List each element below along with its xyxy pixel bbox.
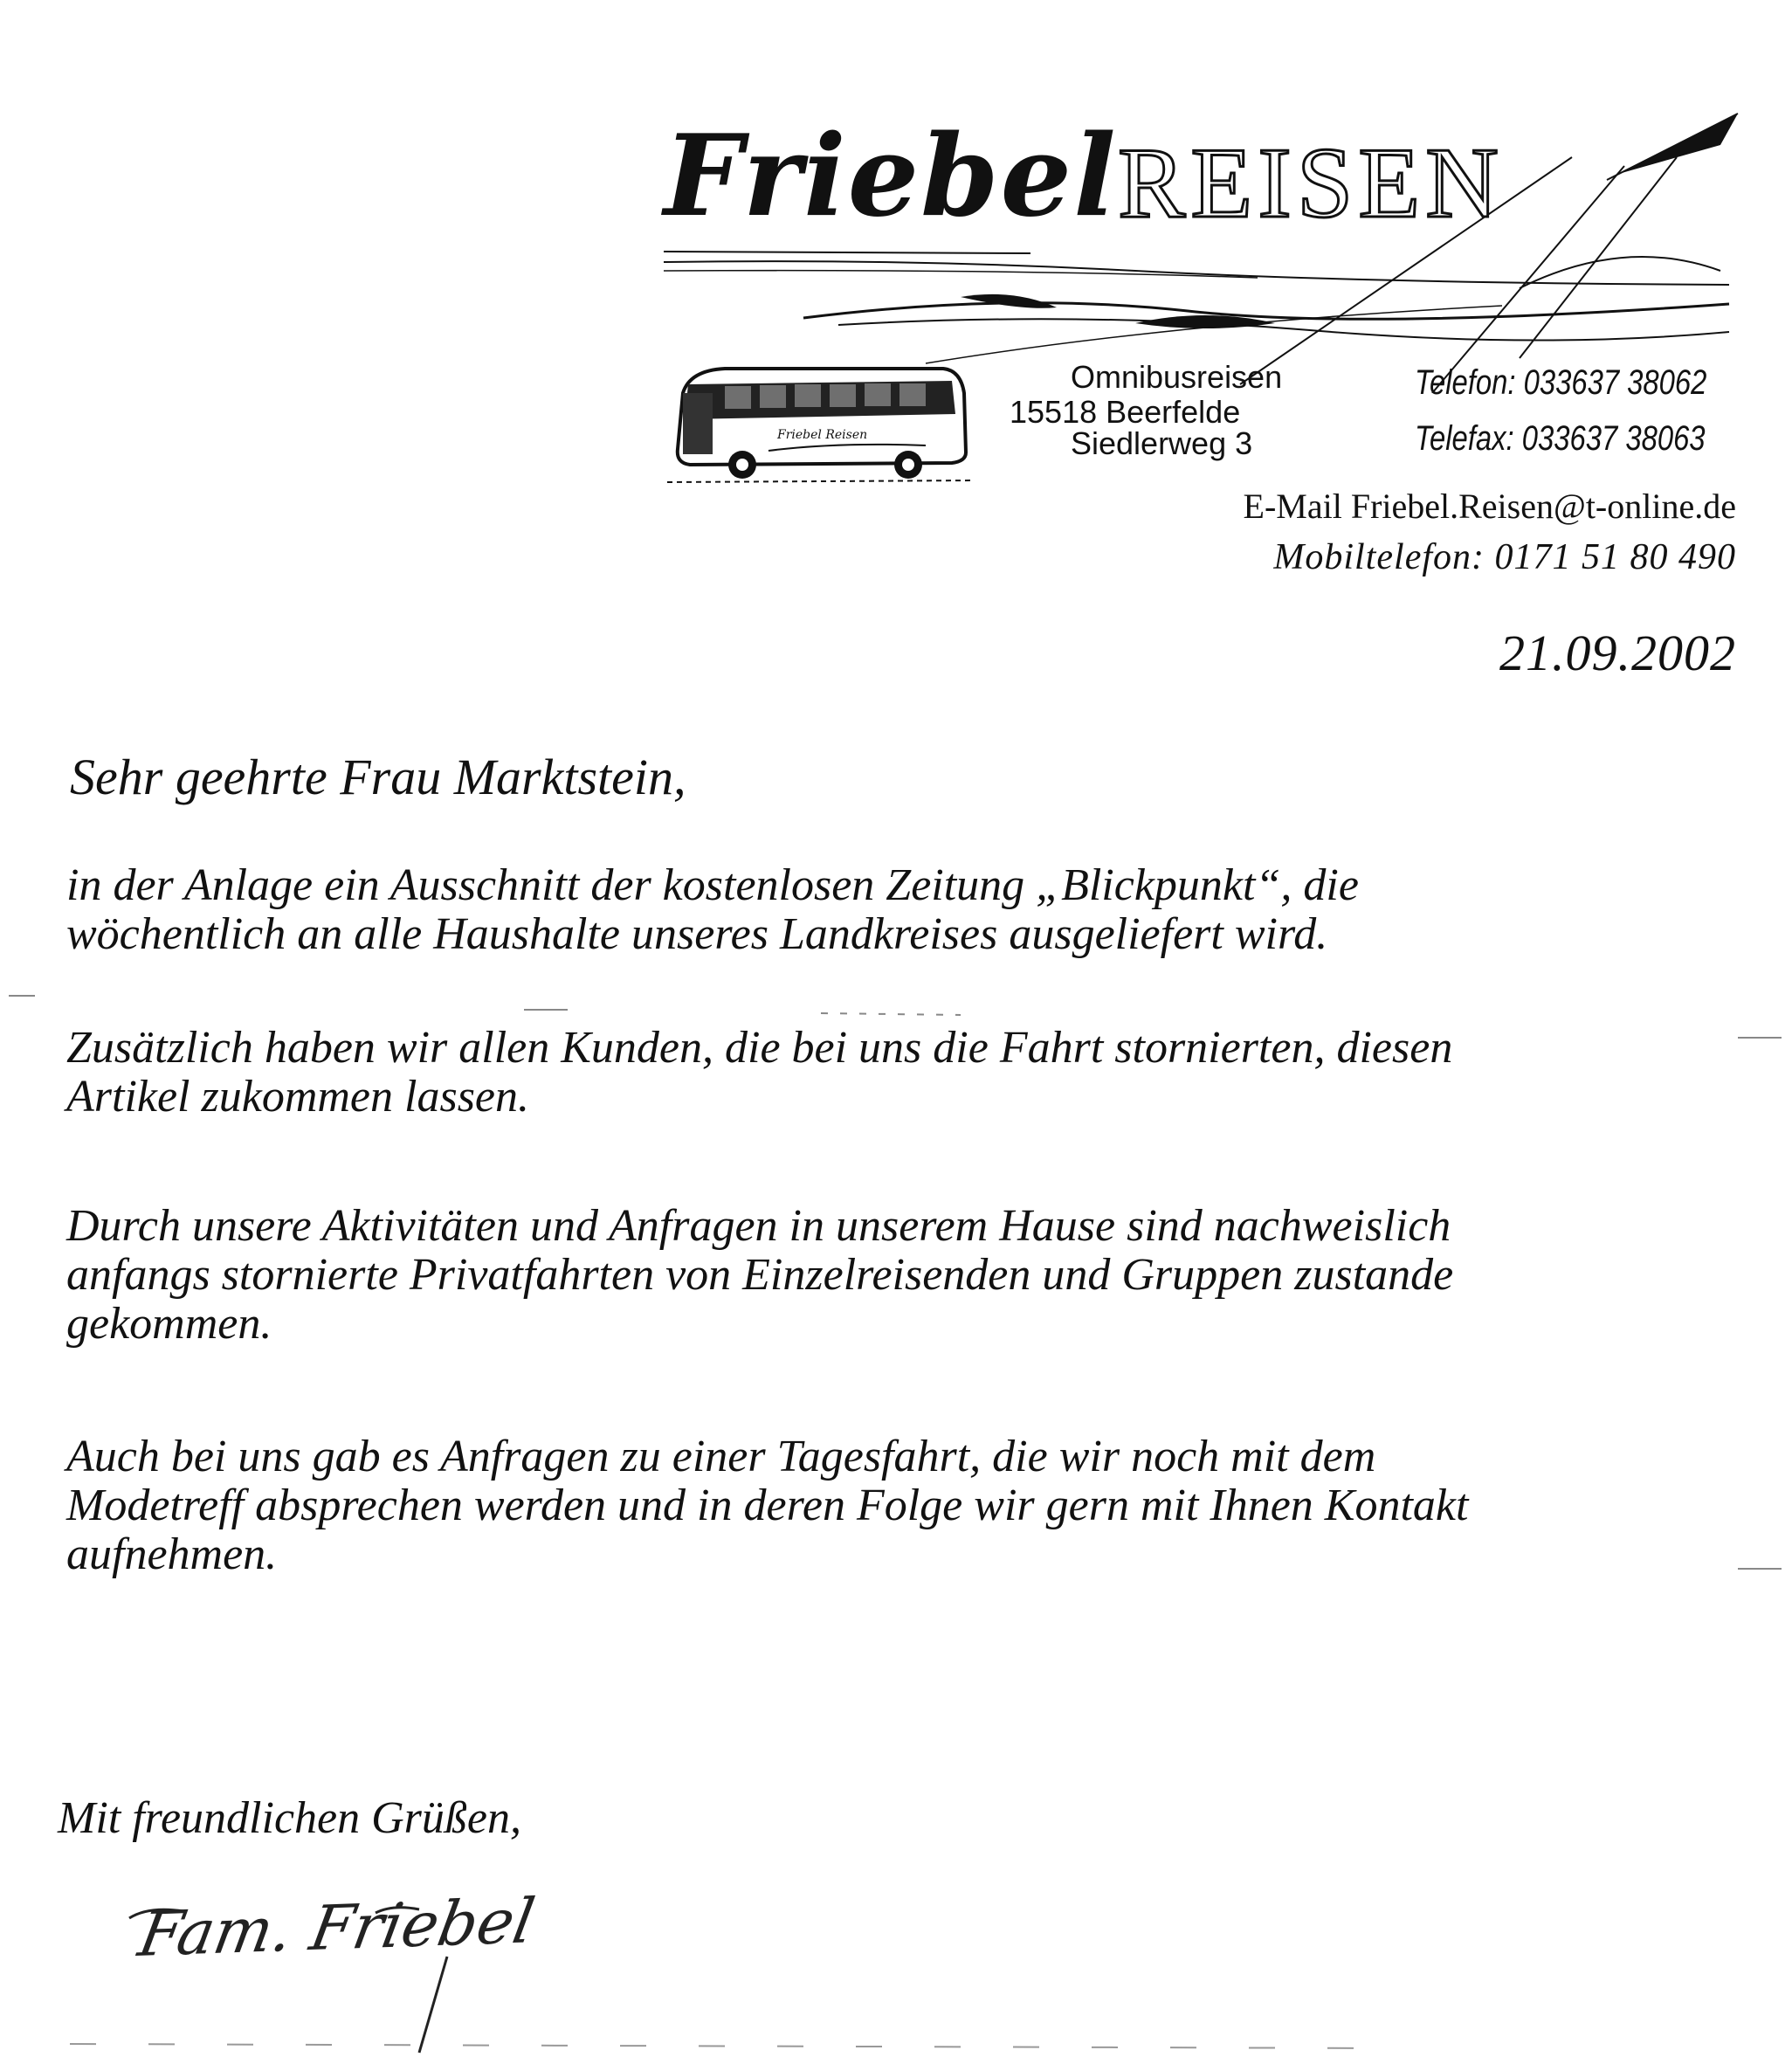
paragraph-line: wöchentlich an alle Haushalte unseres Landkreises ausgeliefert wird. bbox=[66, 909, 1328, 959]
postal-city: 15518 Beerfelde bbox=[1010, 394, 1241, 430]
paragraph-line: Artikel zukommen lassen. bbox=[66, 1072, 530, 1122]
logo-word-text: REISEN bbox=[1118, 128, 1504, 239]
paragraph-3 bbox=[66, 1202, 1691, 1349]
paragraph-line: Auch bei uns gab es Anfragen zu einer Tagesfahrt, die wir noch mit dem bbox=[66, 1432, 1376, 1481]
company-type: Omnibusreisen bbox=[1071, 359, 1283, 395]
signature-strokes bbox=[122, 1884, 576, 2061]
signature-text: Fam. Friebel bbox=[133, 1884, 541, 1971]
paragraph-2 bbox=[66, 1024, 1691, 1122]
street-address: Siedlerweg 3 bbox=[1071, 425, 1253, 461]
handwritten-signature bbox=[122, 1884, 576, 2061]
paragraph-4 bbox=[66, 1432, 1691, 1579]
salutation: Sehr geehrte Frau Marktstein, bbox=[70, 749, 686, 805]
mobile-phone: Mobiltelefon: 0171 51 80 490 bbox=[1273, 537, 1736, 577]
letter-date: 21.09.2002 bbox=[1499, 625, 1736, 681]
paragraph-line: gekommen. bbox=[66, 1299, 272, 1349]
fax-number: Telefax: 033637 38063 bbox=[1415, 419, 1706, 458]
email-address: E-Mail Friebel.Reisen@t-online.de bbox=[1243, 487, 1736, 526]
paragraph-line: Durch unsere Aktivitäten und Anfragen in unserem Hause sind nachweislich bbox=[66, 1201, 1451, 1251]
phone-number: Telefon: 033637 38062 bbox=[1415, 363, 1707, 402]
closing-greeting: Mit freundlichen Grüßen, bbox=[58, 1793, 521, 1843]
logo-script-text: Friebel bbox=[664, 111, 1118, 242]
paragraph-line: anfangs stornierte Privatfahrten von Einzelreisenden und Gruppen zustande bbox=[66, 1250, 1454, 1300]
paragraph-line: Zusätzlich haben wir allen Kunden, die bei uns die Fahrt stornierten, diesen bbox=[66, 1023, 1453, 1073]
paragraph-line: in der Anlage ein Ausschnitt der kostenlosen Zeitung „Blickpunkt“, die bbox=[66, 860, 1359, 910]
paragraph-1 bbox=[66, 861, 1691, 959]
bus-label: Friebel Reisen bbox=[777, 428, 868, 442]
bus-icon bbox=[664, 358, 978, 489]
paragraph-line: aufnehmen. bbox=[66, 1529, 278, 1579]
paragraph-line: Modetreff absprechen werden und in deren Folge wir gern mit Ihnen Kontakt bbox=[66, 1481, 1469, 1530]
